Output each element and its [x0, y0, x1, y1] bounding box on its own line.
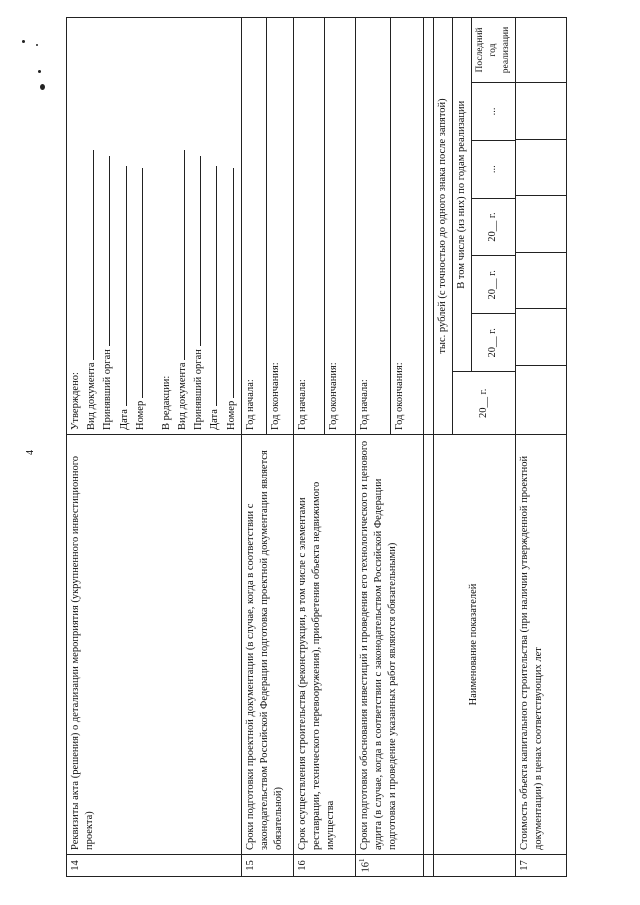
row-number: 16 — [360, 862, 372, 873]
year-start: Год начала: — [358, 379, 370, 430]
scan-speck — [22, 40, 25, 43]
indicator-name-header: Наименование показателей — [433, 435, 515, 855]
breakdown-label: В том числе (из них) по годам реализации — [453, 18, 472, 372]
approved-label: Утверждено: — [70, 372, 81, 430]
field-label: Принявший орган — [102, 349, 114, 430]
row-name: Срок осуществления строительства (реконструкции, в том числе с элементами реставрации, технического перевооружения), приобретения объекта недвижимого имущества — [293, 435, 355, 855]
row-number: 14 — [67, 855, 242, 877]
field-label: Номер — [225, 400, 237, 430]
year-column: 20__ г. — [472, 198, 514, 256]
year-start: Год начала: — [296, 379, 308, 430]
row-number: 16 — [293, 855, 355, 877]
row-name: Реквизиты акта (решения) о детализации мероприятия (укрупненного инвестиционного проекта) — [67, 435, 242, 855]
rotated-form — [66, 17, 546, 877]
field-label: Принявший орган — [193, 349, 205, 430]
year-column: 20__ г. — [453, 372, 515, 434]
row-name: Стоимость объекта капитального строительства (при наличии утвержденной проектной документации) в ценах соответствующих лет — [515, 435, 566, 855]
row-name: Сроки подготовки проектной документации (в случае, когда в соответствии с законодательством Российской Федерации подготовка проектной документации является обязательной) — [241, 435, 293, 855]
field-label: Дата — [118, 409, 130, 430]
scan-speck — [36, 44, 38, 46]
row-name: Сроки подготовки обоснования инвестиций и проведения его технологического и ценового аудита (в случае, когда в соответствии с законодательством Российской Федерации подготовка и проведение указанных работ являются обязательными) — [355, 435, 423, 855]
units-label: тыс. рублей (с точностью до одного знака после запятой) — [434, 18, 453, 434]
row-number-sup: 1 — [357, 858, 366, 862]
scan-speck — [40, 84, 45, 90]
table-row — [515, 18, 566, 877]
passport-table — [66, 17, 567, 877]
year-column: Последний год реализации — [475, 26, 511, 74]
row-value — [67, 18, 242, 435]
field-label: Дата — [209, 409, 221, 430]
field-label: Вид документа — [86, 362, 98, 430]
year-end: Год окончания: — [266, 18, 293, 434]
year-end: Год окончания: — [390, 18, 423, 434]
year-column: 20__ г. — [472, 314, 514, 372]
row-number: 17 — [515, 855, 566, 877]
year-column: ... — [472, 83, 514, 141]
table-row — [67, 18, 242, 877]
table-row — [293, 18, 355, 877]
year-column: 20__ г. — [472, 256, 514, 314]
money-header-row — [433, 18, 515, 877]
row-number: 15 — [241, 855, 293, 877]
field-label: Номер — [134, 400, 146, 430]
page-number: 4 — [25, 450, 36, 455]
table-row — [423, 18, 433, 877]
year-start: Год начала: — [244, 379, 256, 430]
year-end: Год окончания: — [324, 18, 355, 434]
table-row — [355, 18, 423, 877]
year-column: ... — [472, 140, 514, 198]
table-row — [241, 18, 293, 877]
field-label: Вид документа — [177, 362, 189, 430]
scan-speck — [38, 70, 41, 73]
edition-label: В редакции: — [160, 375, 172, 430]
